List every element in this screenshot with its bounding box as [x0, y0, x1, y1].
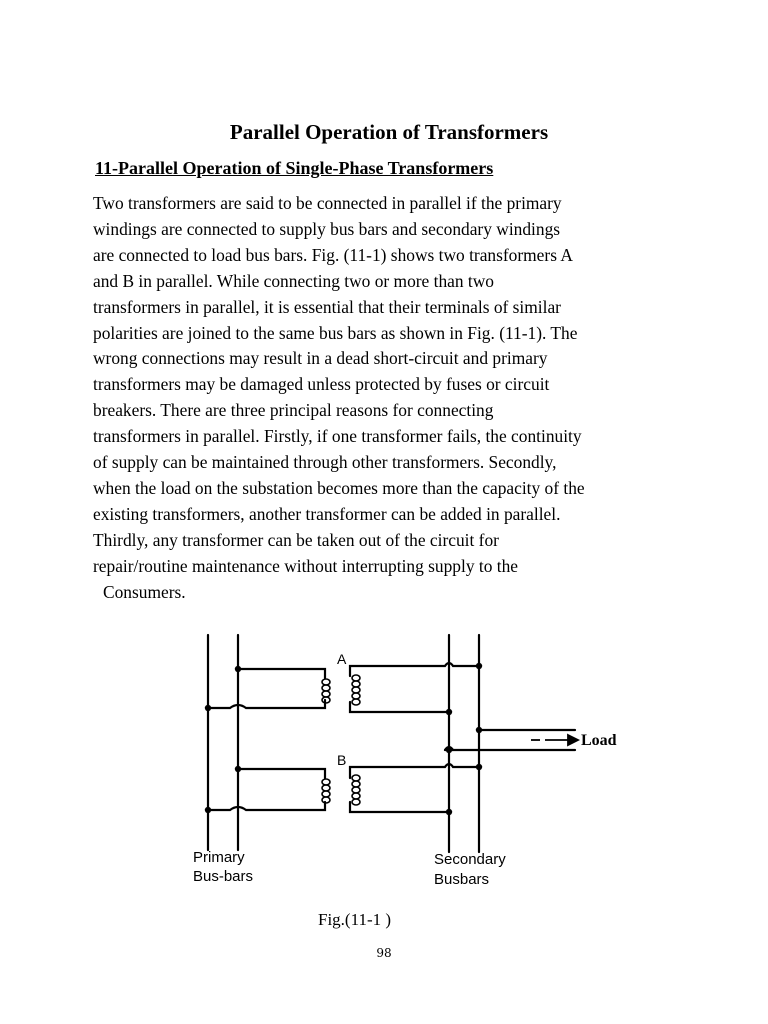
secondary-label-line2: Busbars [434, 871, 490, 888]
circuit-diagram-svg [190, 620, 630, 890]
body-line: repair/routine maintenance without interrupting supply to the [93, 555, 518, 576]
body-line: of supply can be maintained through other transformers. Secondly, [93, 452, 557, 473]
transformer-a-coils [322, 675, 360, 705]
body-line: breakers. There are three principal reasons for connecting [93, 400, 494, 421]
body-line: transformers in parallel, it is essential that their terminals of similar [93, 296, 561, 317]
transformer-a-primary-lead-bottom [208, 700, 325, 708]
transformer-b-label: B [337, 752, 347, 768]
body-line: and B in parallel. While connecting two or more than two [93, 270, 495, 291]
secondary-label-line1: Secondary [434, 851, 506, 868]
transformer-a-label: A [337, 651, 347, 667]
page-title: Parallel Operation of Transformers [229, 120, 549, 144]
body-paragraph [93, 191, 693, 606]
body-line: windings are connected to supply bus bars and secondary windings [93, 218, 561, 239]
body-line: existing transformers, another transformer can be added in parallel. [93, 503, 561, 524]
figure-caption: Fig.(11-1 ) [318, 910, 392, 929]
parallel-transformer-diagram [190, 620, 630, 890]
transformer-b-coils [322, 775, 360, 805]
load-label: Load [581, 732, 617, 749]
junction-dots [205, 663, 482, 815]
body-line: when the load on the substation becomes more than the capacity of the [93, 477, 585, 498]
body-line: are connected to load bus bars. Fig. (11-1) shows two transformers A [93, 244, 573, 265]
body-line: Two transformers are said to be connected in parallel if the primary [93, 193, 562, 213]
transformer-b-primary-lead-top [238, 769, 325, 778]
transformer-a-secondary-lead-top [350, 663, 479, 676]
transformer-b-primary-lead-bottom [208, 802, 325, 810]
primary-label-line2: Bus-bars [193, 868, 254, 885]
page-number: 98 [376, 946, 392, 960]
transformer-a-primary-lead-top [238, 669, 325, 678]
transformer-b-secondary-lead-bottom [350, 802, 449, 812]
body-line: transformers in parallel. Firstly, if one transformer fails, the continuity [93, 426, 582, 447]
body-line: Thirdly, any transformer can be taken out of the circuit for [93, 529, 499, 550]
body-line: Consumers. [103, 581, 186, 602]
body-line: polarities are joined to the same bus bars as shown in Fig. (11-1). The [93, 322, 578, 343]
primary-label-line1: Primary [193, 849, 245, 866]
body-line: wrong connections may result in a dead short-circuit and primary [93, 348, 548, 369]
transformer-b-secondary-lead-top [350, 764, 479, 778]
section-heading: 11-Parallel Operation of Single-Phase Transformers [95, 158, 494, 178]
load-arrow-icon [531, 735, 578, 745]
body-line: transformers may be damaged unless protected by fuses or circuit [93, 374, 550, 395]
transformer-a-secondary-lead-bottom [350, 702, 449, 712]
